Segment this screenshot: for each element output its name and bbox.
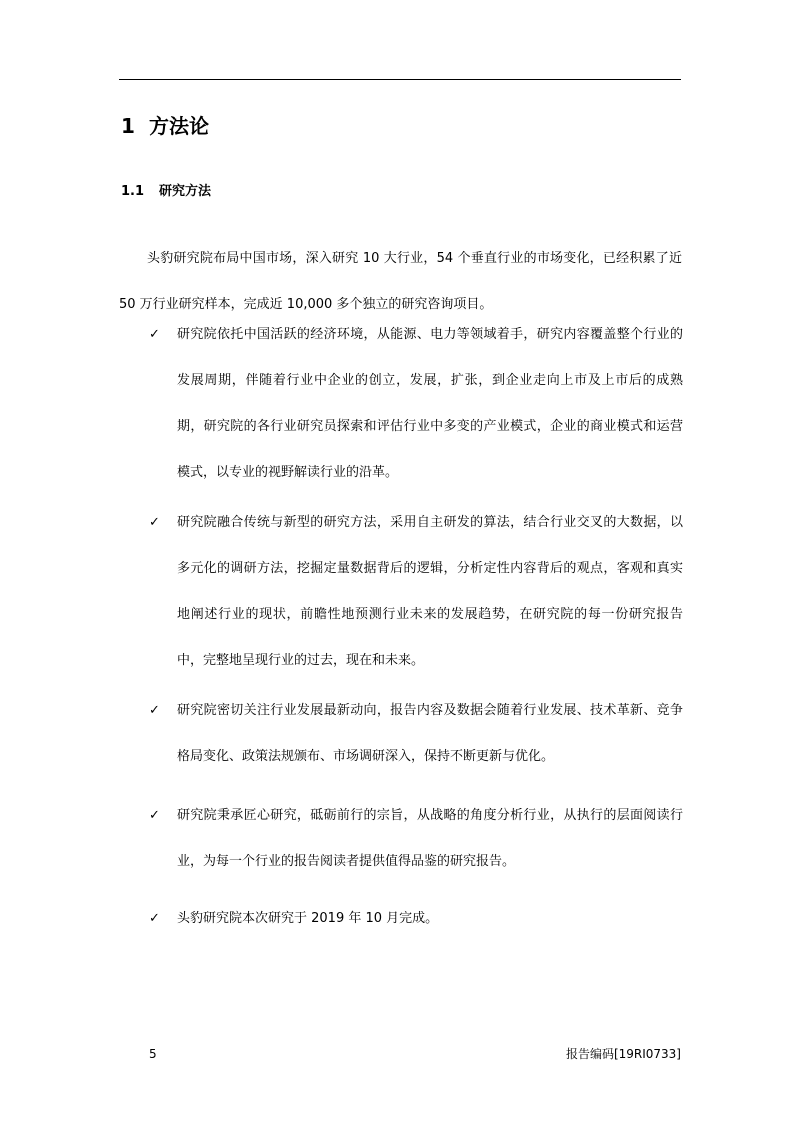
check-icon: ✓ — [149, 911, 160, 926]
check-icon: ✓ — [149, 703, 160, 718]
check-icon: ✓ — [149, 808, 160, 823]
check-icon: ✓ — [149, 515, 160, 530]
subsection-number: 1.1 — [121, 184, 145, 199]
section-title: 方法论 — [149, 114, 209, 138]
list-item-text: 头豹研究院本次研究于 2019 年 10 月完成。 — [177, 911, 439, 926]
intro-paragraph: 头豹研究院布局中国市场，深入研究 10 大行业，54 个垂直行业的市场变化，已经积累了近 50 万行业研究样本，完成近 10,000 多个独立的研究咨询项目。 — [119, 251, 682, 312]
list-item-text: 研究院密切关注行业发展最新动向，报告内容及数据会随着行业发展、技术革新、竞争格局变化、政策法规颁布、市场调研深入，保持不断更新与优化。 — [177, 703, 683, 764]
section-number: 1 — [121, 114, 135, 138]
report-code: 报告编码[19RI0733] — [565, 1047, 681, 1061]
check-icon: ✓ — [149, 327, 160, 342]
list-item-text: 研究院秉承匠心研究，砥砺前行的宗旨，从战略的角度分析行业，从执行的层面阅读行业，为每一个行业的报告阅读者提供值得品鉴的研究报告。 — [177, 808, 683, 869]
list-item-text: 研究院融合传统与新型的研究方法，采用自主研发的算法，结合行业交叉的大数据，以多元化的调研方法，挖掘定量数据背后的逻辑，分析定性内容背后的观点，客观和真实地阐述行业的现状，前瞻性地预测行业未来的发展趋势，在研究院的每一份研究报告中，完整地呈现行业的过去，现在和未来。 — [177, 515, 683, 668]
subsection-title: 研究方法 — [159, 184, 212, 199]
list-item-text: 研究院依托中国活跃的经济环境，从能源、电力等领域着手，研究内容覆盖整个行业的发展周期，伴随着行业中企业的创立，发展，扩张，到企业走向上市及上市后的成熟期，研究院的各行业研究员探索和评估行业中多变的产业模式，企业的商业模式和运营模式，以专业的视野解读行业的沿革。 — [177, 327, 683, 480]
page-number: 5 — [149, 1047, 157, 1061]
